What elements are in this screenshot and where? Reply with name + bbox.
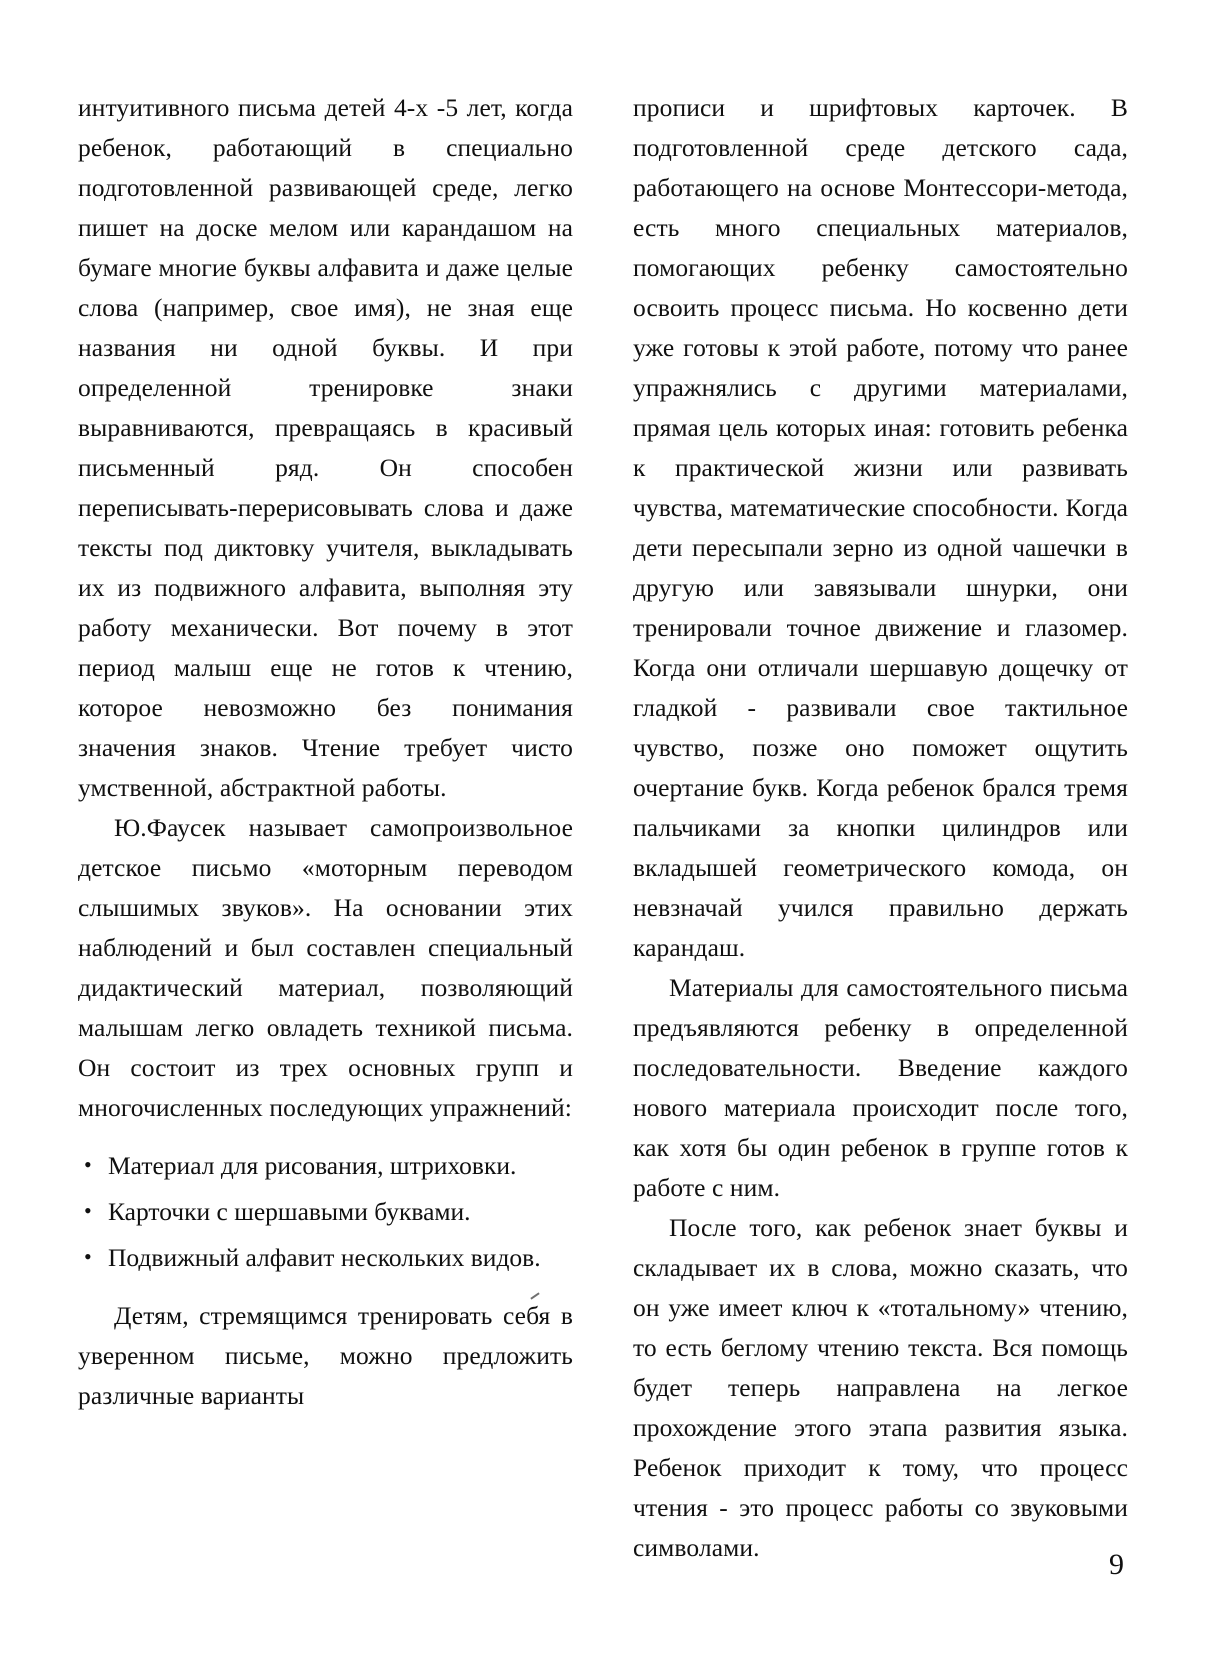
paragraph: прописи и шрифтовых карточек. В подготовленной среде детского сада, работающего на основе Монтессори-метода, есть много специальных материалов, помогающих ребенку самостоятельно освоить процесс письма. Но косвенно дети уже готовы к этой работе, потому что ранее упражнялись с другими материалами, прямая цель которых иная: готовить ребенка к практической жизни или развивать чувства, математические способности. Когда дети пересыпали зерно из одной чашечки в другую или завязывали шнурки, они тренировали точное движение и глазомер. Когда они отличали шершавую дощечку от гладкой - развивали свое тактильное чувство, позже оно поможет ощутить очертание букв. Когда ребенок брался тремя пальчиками за кнопки цилиндров или вкладышей геометрического комода, он невзначай учился правильно держать карандаш. xyxy=(633,93,1128,962)
paragraph: интуитивного письма детей 4-х -5 лет, когда ребенок, работающий в специально подготовленной развивающей среде, легко пишет на доске мелом или карандашом на бумаге многие буквы алфавита и даже целые слова (например, свое имя), не зная еще названия ни одной буквы. И при определенной тренировке знаки выравниваются, превращаясь в красивый письменный ряд. Он способен переписывать-перерисовывать слова и даже тексты под диктовку учителя, выкладывать их из подвижного алфавита, выполняя эту работу механически. Вот почему в этот период малыш еще не готов к чтению, которое невозможно без понимания значения знаков. Чтение требует чисто умственной, абстрактной работы. xyxy=(78,93,573,802)
list-item: • Карточки с шершавыми буквами. xyxy=(78,1192,573,1232)
two-column-text-body xyxy=(78,88,1128,1568)
paragraph: Ю.Фаусек называет самопроизвольное детское письмо «моторным переводом слышимых звуков». На основании этих наблюдений и был составлен специальный дидактический материал, позволяющий малышам легко овладеть техникой письма. Он состоит из трех основных групп и многочисленных последующих упражнений: xyxy=(78,813,573,1122)
left-column xyxy=(78,88,573,1568)
paragraph: Материалы для самостоятельного письма предъявляются ребенку в определенной последовательности. Введение каждого нового материала происходит после того, как хотя бы один ребенок в группе готов к работе с ним. xyxy=(633,973,1128,1202)
list-item: • Подвижный алфавит нескольких видов. xyxy=(78,1238,573,1278)
paragraph: Детям, стремящимся тренировать себя в уверенном письме, можно предложить различные варианты xyxy=(78,1301,573,1410)
paragraph: После того, как ребенок знает буквы и складывает их в слова, можно сказать, что он уже имеет ключ к «тотальному» чтению, то есть беглому чтению текста. Вся помощь будет теперь направлена на легкое прохождение этого этапа развития языка. Ребенок приходит к тому, что процесс чтения - это процесс работы со звуковыми символами. xyxy=(633,1213,1128,1562)
page-number: 9 xyxy=(1109,1548,1124,1581)
list-item: • Материал для рисования, штриховки. xyxy=(78,1146,573,1186)
bullet-list xyxy=(78,1146,573,1278)
right-column xyxy=(633,88,1128,1568)
